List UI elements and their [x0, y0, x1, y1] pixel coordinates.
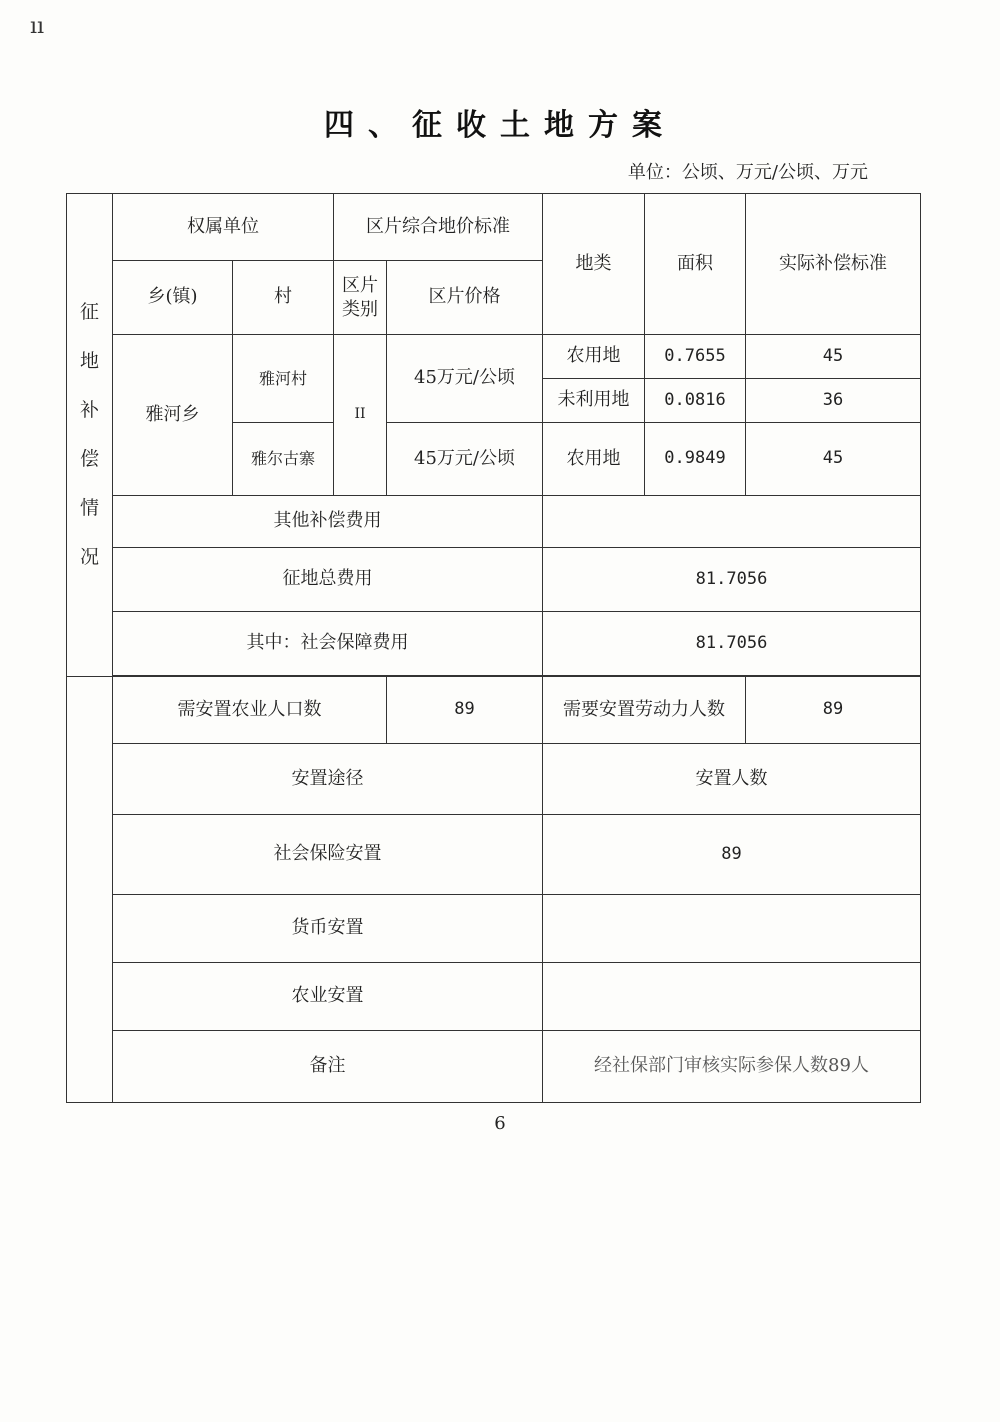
zone-price-cell-1: 45万元/公顷: [387, 335, 543, 423]
labor-label: 需要安置劳动力人数: [543, 677, 746, 744]
unit-line: 单位：公顷、万元/公顷、万元: [627, 162, 868, 183]
other-fee-label: 其他补偿费用: [113, 496, 543, 548]
header-area: 面积: [645, 194, 746, 335]
section-label-char: 补: [79, 399, 99, 421]
header-township: 乡(镇): [113, 261, 233, 335]
social-fee-value: 81.7056: [543, 612, 921, 676]
header-price-standard: 区片综合地价标准: [334, 194, 543, 261]
section-label-char: 偿: [79, 448, 99, 470]
land-type-cell-3: 农用地: [543, 423, 645, 496]
agri-resettle-label: 农业安置: [113, 963, 543, 1031]
area-cell-2: 0.0816: [645, 379, 746, 423]
zone-category-label: 区片类别: [342, 274, 378, 320]
standard-cell-1: 45: [746, 335, 921, 379]
zone-category-cell: II: [334, 335, 387, 496]
page-title: 四、征收土地方案: [324, 108, 676, 143]
currency-value: [543, 895, 921, 963]
other-fee-value: [543, 496, 921, 548]
count-label: 安置人数: [543, 744, 921, 815]
land-type-cell-1: 农用地: [543, 335, 645, 379]
social-fee-label: 其中：社会保障费用: [113, 612, 543, 676]
total-fee-label: 征地总费用: [113, 548, 543, 612]
zone-price-cell-2: 45万元/公顷: [387, 423, 543, 496]
area-cell-3: 0.9849: [645, 423, 746, 496]
currency-label: 货币安置: [113, 895, 543, 963]
header-zone-price: 区片价格: [387, 261, 543, 335]
area-cell-1: 0.7655: [645, 335, 746, 379]
header-village: 村: [233, 261, 334, 335]
header-zone-category: [334, 261, 387, 335]
scan-mark: ıı: [30, 14, 45, 39]
section-label-char: 地: [79, 350, 99, 372]
section-label-resettlement: [67, 677, 113, 1103]
section-label-compensation: [67, 194, 113, 677]
agri-pop-value: 89: [387, 677, 543, 744]
section-label-text: [67, 288, 112, 582]
standard-cell-2: 36: [746, 379, 921, 423]
standard-cell-3: 45: [746, 423, 921, 496]
insurance-label: 社会保险安置: [113, 815, 543, 895]
labor-value: 89: [746, 677, 921, 744]
agri-pop-label: 需安置农业人口数: [113, 677, 387, 744]
header-actual-standard: 实际补偿标准: [746, 194, 921, 335]
total-fee-value: 81.7056: [543, 548, 921, 612]
land-type-cell-2: 未利用地: [543, 379, 645, 423]
header-land-type: 地类: [543, 194, 645, 335]
insurance-value: 89: [543, 815, 921, 895]
section-label-char: 征: [79, 301, 99, 323]
remark-label: 备注: [113, 1031, 543, 1103]
township-cell: 雅河乡: [113, 335, 233, 496]
village-cell-2: 雅尔古寨: [233, 423, 334, 496]
header-ownership: 权属单位: [113, 194, 334, 261]
agri-resettle-value: [543, 963, 921, 1031]
section-label-char: 情: [79, 497, 99, 519]
method-label: 安置途径: [113, 744, 543, 815]
village-cell-1: 雅河村: [233, 335, 334, 423]
section-label-char: 况: [79, 546, 99, 568]
land-acquisition-table: [66, 193, 921, 1103]
remark-value: 经社保部门审核实际参保人数89人: [543, 1031, 921, 1103]
page-number: 6: [494, 1113, 506, 1134]
